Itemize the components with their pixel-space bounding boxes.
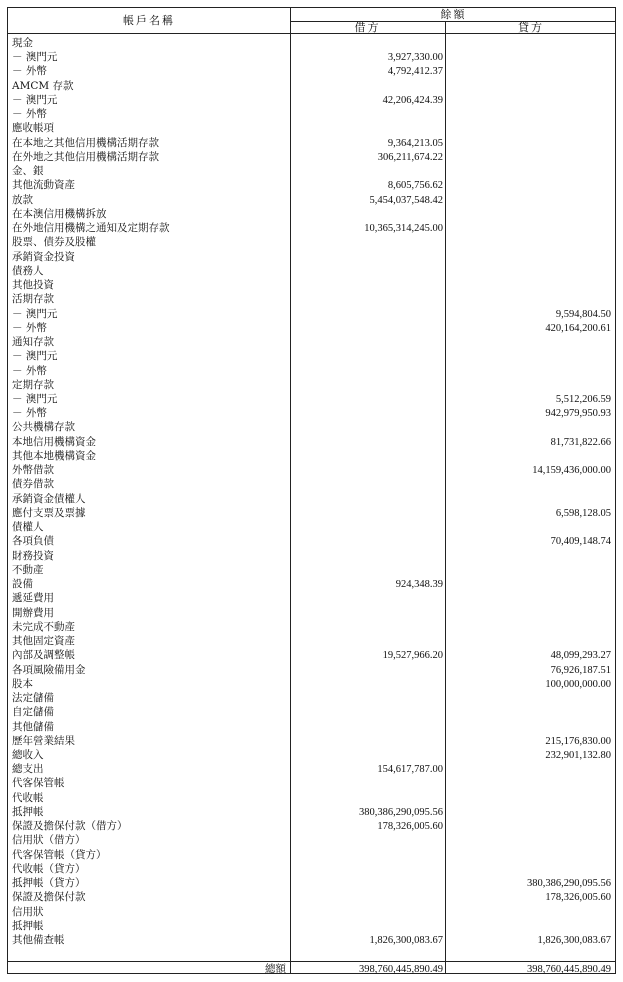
credit-value: 70,409,148.74 xyxy=(550,536,611,547)
account-name: 保證及擔保付款（借方） xyxy=(12,820,128,832)
account-name: 歷年營業結果 xyxy=(12,735,75,747)
account-name: 放款 xyxy=(12,194,33,206)
account-name: 開辦費用 xyxy=(12,607,54,619)
debit-value: 19,527,966.20 xyxy=(382,650,443,661)
account-name: 其他備查帳 xyxy=(12,934,65,946)
account-name: 保證及擔保付款 xyxy=(12,891,86,903)
debit-value: 8,605,756.62 xyxy=(387,180,443,191)
account-name: 外幣借款 xyxy=(12,464,54,476)
account-name: 各項負債 xyxy=(12,535,54,547)
credit-value: 232,901,132.80 xyxy=(545,750,611,761)
debit-value: 42,206,424.39 xyxy=(382,95,443,106)
account-name: 代收帳（貸方） xyxy=(12,863,86,875)
debit-value: 3,927,330.00 xyxy=(387,52,443,63)
credit-value: 14,159,436,000.00 xyxy=(532,465,611,476)
column-divider-debit-credit xyxy=(445,21,446,973)
account-name: 股本 xyxy=(12,678,33,690)
account-name: － 澳門元 xyxy=(12,51,58,63)
credit-value: 6,598,128.05 xyxy=(555,508,611,519)
debit-value: 9,364,213.05 xyxy=(387,138,443,149)
debit-value: 1,826,300,083.67 xyxy=(369,935,443,946)
account-name: － 外幣 xyxy=(12,65,47,77)
balance-sheet-table xyxy=(7,7,616,974)
debit-value: 5,454,037,548.42 xyxy=(369,195,443,206)
total-debit: 398,760,445,890.49 xyxy=(359,964,443,975)
account-name: 公共機構存款 xyxy=(12,421,75,433)
credit-value: 178,326,005.60 xyxy=(545,892,611,903)
debit-value: 306,211,674.22 xyxy=(377,152,443,163)
account-name: 股票、債券及股權 xyxy=(12,236,96,248)
account-name: 代客保管帳（貸方） xyxy=(12,849,107,861)
account-name: 設備 xyxy=(12,578,33,590)
account-name: 債務人 xyxy=(12,265,44,277)
credit-value: 48,099,293.27 xyxy=(550,650,611,661)
debit-value: 380,386,290,095.56 xyxy=(359,807,443,818)
account-name: 代收帳 xyxy=(12,792,44,804)
account-name: － 澳門元 xyxy=(12,350,58,362)
total-top-line xyxy=(8,961,615,962)
credit-value: 1,826,300,083.67 xyxy=(537,935,611,946)
account-name: 未完成不動產 xyxy=(12,621,75,633)
account-name: 信用狀 xyxy=(12,906,44,918)
account-name: 內部及調整帳 xyxy=(12,649,75,661)
account-name: 應收帳項 xyxy=(12,122,54,134)
account-name: 法定儲備 xyxy=(12,692,54,704)
account-name: 抵押帳（貸方） xyxy=(12,877,86,889)
account-name: － 澳門元 xyxy=(12,308,58,320)
account-name: 本地信用機構資金 xyxy=(12,436,96,448)
account-name: 遞延費用 xyxy=(12,592,54,604)
account-name: 自定儲備 xyxy=(12,706,54,718)
account-name: 其他流動資產 xyxy=(12,179,75,191)
credit-value: 76,926,187.51 xyxy=(550,665,611,676)
account-name: 其他儲備 xyxy=(12,721,54,733)
account-name: 抵押帳 xyxy=(12,806,44,818)
account-name: － 外幣 xyxy=(12,322,47,334)
account-name: － 澳門元 xyxy=(12,393,58,405)
credit-value: 215,176,830.00 xyxy=(545,736,611,747)
account-name: AMCM 存款 xyxy=(12,80,74,92)
debit-value: 4,792,412.37 xyxy=(387,66,443,77)
account-name: 各項風險備用金 xyxy=(12,664,86,676)
account-name: 總收入 xyxy=(12,749,44,761)
account-name: 不動產 xyxy=(12,564,44,576)
account-name: 在本地之其他信用機構活期存款 xyxy=(12,137,159,149)
debit-value: 178,326,005.60 xyxy=(377,821,443,832)
account-name: 總支出 xyxy=(12,763,44,775)
account-name: 其他固定資產 xyxy=(12,635,75,647)
account-name: 應付支票及票據 xyxy=(12,507,86,519)
account-name: 在外地之其他信用機構活期存款 xyxy=(12,151,159,163)
account-name: 其他本地機構資金 xyxy=(12,450,96,462)
total-credit: 398,760,445,890.49 xyxy=(527,964,611,975)
credit-value: 420,164,200.61 xyxy=(545,323,611,334)
credit-value: 81,731,822.66 xyxy=(550,437,611,448)
account-name: 承銷資金投資 xyxy=(12,251,75,263)
account-name: 在外地信用機構之通知及定期存款 xyxy=(12,222,170,234)
account-name: 在本澳信用機構拆放 xyxy=(12,208,107,220)
credit-value: 380,386,290,095.56 xyxy=(527,878,611,889)
credit-value: 9,594,804.50 xyxy=(555,309,611,320)
total-label: 總額 xyxy=(265,963,286,975)
credit-value: 100,000,000.00 xyxy=(545,679,611,690)
header-credit: 貸方 xyxy=(518,21,544,34)
account-name: 代客保管帳 xyxy=(12,777,65,789)
account-name: － 外幣 xyxy=(12,407,47,419)
debit-value: 10,365,314,245.00 xyxy=(364,223,443,234)
header-account-name: 帳戶名稱 xyxy=(123,14,175,27)
account-name: 財務投資 xyxy=(12,550,54,562)
account-name: 定期存款 xyxy=(12,379,54,391)
account-name: 現金 xyxy=(12,37,33,49)
account-name: － 外幣 xyxy=(12,365,47,377)
header-balance: 餘額 xyxy=(440,8,467,21)
debit-value: 154,617,787.00 xyxy=(377,764,443,775)
account-name: － 澳門元 xyxy=(12,94,58,106)
account-name: 金、銀 xyxy=(12,165,44,177)
account-name: 承銷資金債權人 xyxy=(12,493,86,505)
account-name: 通知存款 xyxy=(12,336,54,348)
column-divider-name xyxy=(290,8,291,973)
header-debit: 借方 xyxy=(354,21,381,34)
account-name: 信用狀（借方） xyxy=(12,834,86,846)
account-name: 抵押帳 xyxy=(12,920,44,932)
credit-value: 942,979,950.93 xyxy=(545,408,611,419)
credit-value: 5,512,206.59 xyxy=(555,394,611,405)
account-name: 債券借款 xyxy=(12,478,54,490)
account-name: 其他投資 xyxy=(12,279,54,291)
account-name: 活期存款 xyxy=(12,293,54,305)
debit-value: 924,348.39 xyxy=(395,579,443,590)
account-name: － 外幣 xyxy=(12,108,47,120)
account-name: 債權人 xyxy=(12,521,44,533)
